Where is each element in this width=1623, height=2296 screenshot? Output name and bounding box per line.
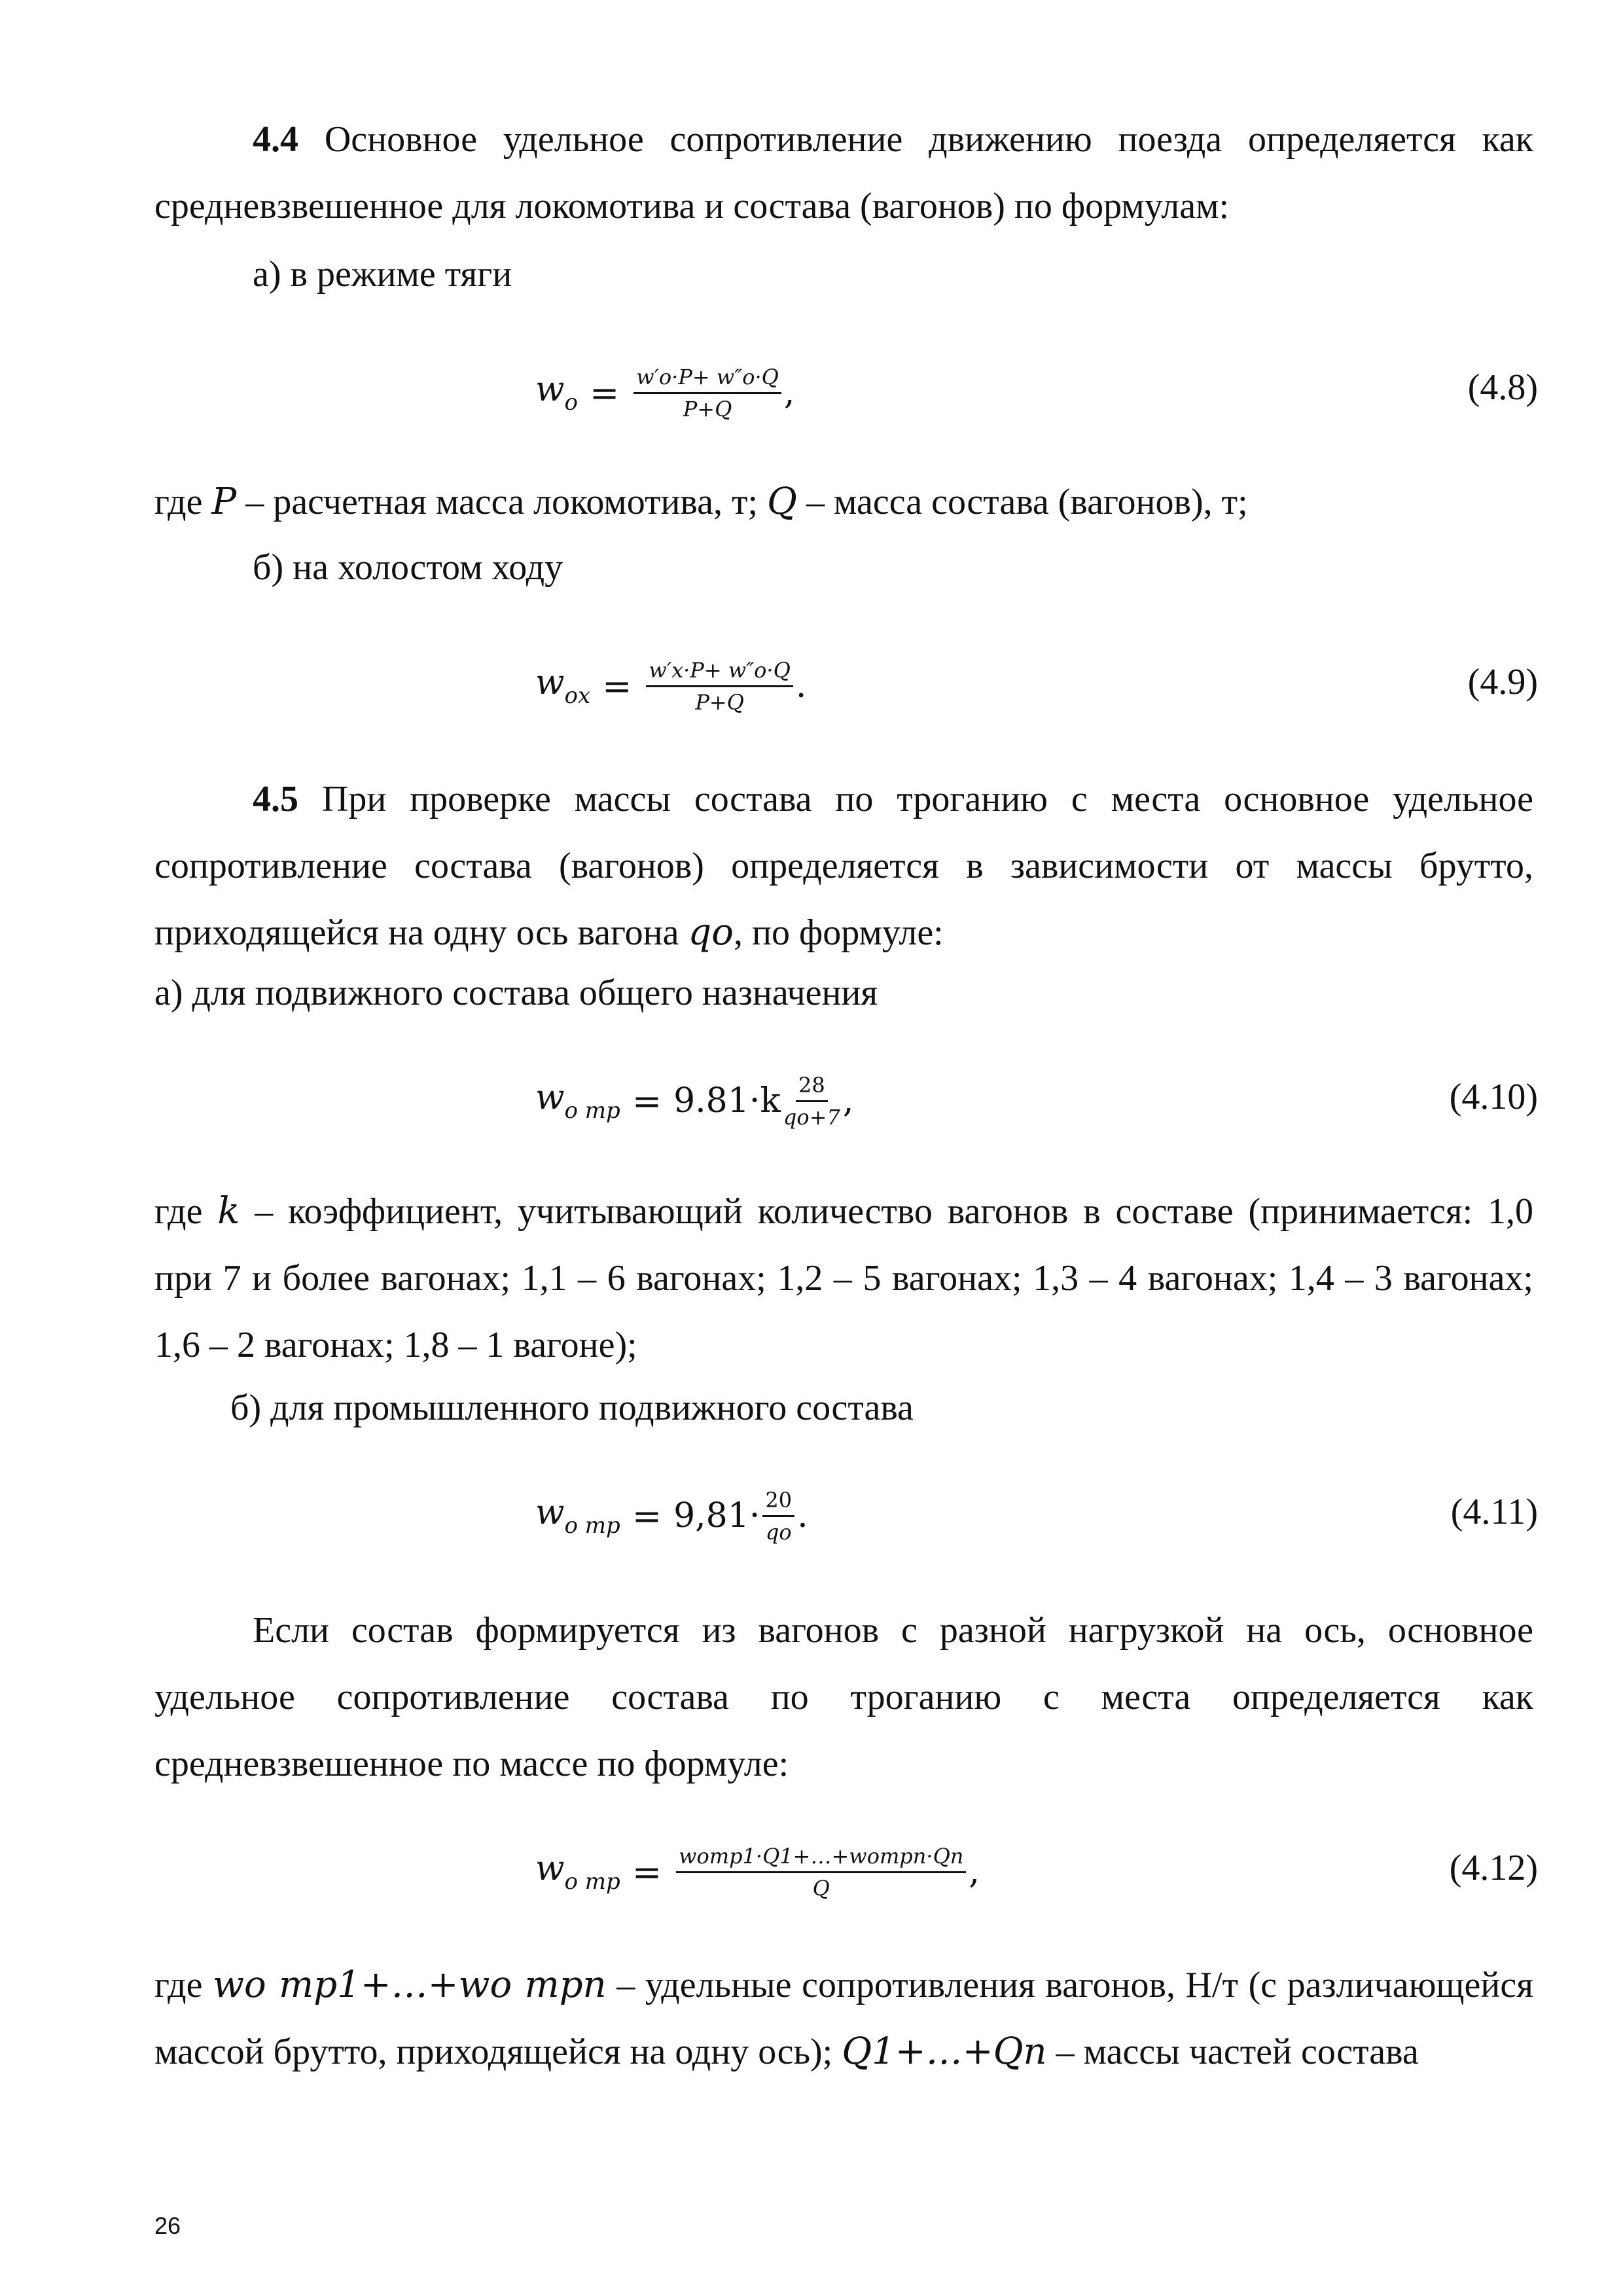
equation-4-11: $w_{o mp}$ = 9,81· $\frac{20}{qo}$ . [535, 1487, 808, 1545]
list-item-general: а) для подвижного состава общего назначения [154, 973, 878, 1013]
equation-lhs: $w_{o mp}$ [535, 1078, 620, 1124]
equation-number: (4.11) [1450, 1492, 1538, 1532]
fraction-numerator: w′o·P+ w″o·Q [633, 365, 781, 394]
fraction-denominator: qo [765, 1519, 792, 1545]
section-4-4-paragraph [154, 106, 1533, 240]
fraction-denominator: qo+7 [783, 1104, 840, 1130]
list-item-traction: а) в режиме тяги [253, 254, 512, 295]
fraction [762, 1488, 794, 1545]
fraction-denominator: Q [812, 1875, 830, 1901]
equation-4-8: $w_o$ = $\frac{w'o\cdot P+ w''o\cdot Q}{P+Q}$ , [535, 364, 795, 422]
equation-number: (4.8) [1467, 367, 1538, 408]
definition-line: где P – расчетная масса локомотива, т; Q – масса состава (вагонов), т; [154, 480, 1248, 523]
paragraph-text: Основное удельное сопротивление движению поезда определяется как средневзвешенное для локомотива и состава (вагонов) по формулам: [154, 119, 1533, 226]
equation-4-10: $w_{o mp}$ = 9.81·k $\frac{28}{qo+7}$ , [535, 1072, 854, 1130]
section-number: 4.4 [253, 119, 298, 160]
definition-paragraph: где k – коэффициент, учитывающий количество вагонов в составе (принимается: 1,0 при 7 и более вагонах; 1,1 – 6 вагонах; 1,2 – 5 вагонах; 1,3 – 4 вагонах; 1,4 – 3 вагонах; 1,6 – 2 вагонах; 1,8 – 1 вагоне); [154, 1190, 1534, 1365]
equation-number: (4.9) [1467, 662, 1538, 702]
list-item-idle: б) на холостом ходу [253, 547, 563, 588]
equation-lhs: $w_{ox}$ [535, 663, 591, 709]
equation-number: (4.12) [1449, 1848, 1538, 1888]
fraction-numerator: 20 [762, 1488, 794, 1517]
fraction [783, 1073, 840, 1130]
fraction-numerator: w′x·P+ w″o·Q [646, 658, 793, 687]
equation-number: (4.10) [1449, 1077, 1538, 1117]
fraction [646, 658, 793, 715]
list-item-industrial: б) для промышленного подвижного состава [230, 1388, 914, 1428]
fraction-denominator: P+Q [683, 396, 732, 422]
mixed-load-paragraph: Если состав формируется из вагонов с разной нагрузкой на ось, основное удельное сопротивление состава по троганию с места определяется как средневзвешенное по массе по формуле: [154, 1610, 1533, 1784]
equation-lhs: $w_{o mp}$ [535, 1849, 620, 1895]
page-number: 26 [154, 2212, 181, 2239]
fraction-numerator: womp1·Q1+…+wompn·Qn [676, 1844, 966, 1873]
equation-lhs: $w_o$ [535, 370, 578, 416]
equation-lhs: $w_{o mp}$ [535, 1493, 620, 1539]
fraction [676, 1844, 966, 1901]
fraction [633, 365, 781, 422]
equation-4-9: $w_{ox}$ = $\frac{w'x\cdot P+ w''o\cdot Q}{P+Q}$ . [535, 657, 807, 715]
equation-4-12: $w_{o mp}$ = $\frac{\text{womp1·Q1+…+wompn·Qn}}{Q}$ , [535, 1843, 980, 1901]
section-4-5-paragraph: 4.5 При проверке массы состава по троганию с места основное удельное сопротивление состава (вагонов) определяется в зависимости от массы брутто, приходящейся на одну ось вагона qo, по формуле: [154, 779, 1533, 954]
fraction-denominator: P+Q [695, 689, 744, 715]
section-number: 4.5 [253, 779, 298, 819]
fraction-numerator: 28 [796, 1073, 828, 1102]
definition-paragraph-final: где wo mp1+…+wo mpn – удельные сопротивления вагонов, Н/т (с различающейся массой брутто, приходящейся на одну ось); Q1+…+Qn – массы частей состава [154, 1964, 1533, 2073]
